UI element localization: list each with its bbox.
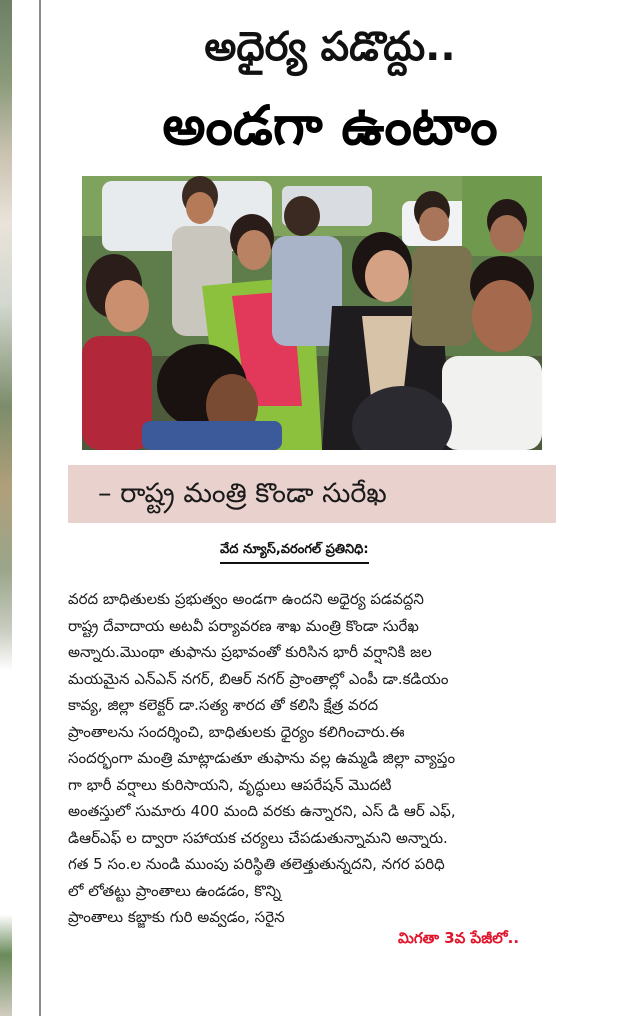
headline-line-2: అండగా ఉంటాం xyxy=(162,94,498,157)
news-photo xyxy=(82,176,542,450)
photo-caption: – రాష్ట్ర మంత్రి కొండా సురేఖ xyxy=(98,478,387,509)
body-line: ప్రాంతాలు కబ్జాకు గురి అవ్వడం, సరైన xyxy=(68,908,285,926)
caption-box xyxy=(68,465,556,523)
byline: వేద న్యూస్,వరంగల్ ప్రతినిధి: xyxy=(220,542,369,564)
body-line: వరద బాధితులకు ప్రభుత్వం అండగా ఉందని అధైర్య పడవద్దని xyxy=(68,590,424,608)
body-line: అంతస్తులో సుమారు 400 మంది వరకు ఉన్నారని, ఎస్ డి ఆర్ ఎఫ్, xyxy=(68,802,456,820)
body-line: ప్రాంతాలను సందర్శించి, బాధితులకు ధైర్యం కలిగించారు.ఈ xyxy=(68,722,405,741)
column-divider xyxy=(39,0,41,1016)
body-line: సందర్భంగా మంత్రి మాట్లాడుతూ తుఫాను వల్ల ఉమ్మడి జిల్లా వ్యాప్తం xyxy=(68,749,456,767)
article-body xyxy=(68,586,568,931)
body-line: కావ్య, జిల్లా కలెక్టర్ డా.సత్య శారద తో కలిసి క్షేత్ర వరద xyxy=(68,696,379,714)
body-line: అన్నారు.మొంథా తుఫాను ప్రభావంతో కురిసిన భారీ వర్షానికి జల xyxy=(68,643,432,661)
body-line: లో లోతట్టు ప్రాంతాలు ఉండడం, కొన్ని xyxy=(68,881,282,900)
headline-line-1: అధైర్య పడొద్దు.. xyxy=(204,24,456,70)
body-line: రాష్ట్ర దేవాదాయ అటవీ పర్యావరణ శాఖ మంత్రి కొండా సురేఖ xyxy=(68,616,419,635)
continued-on-page-note[interactable]: మిగతా 3వ పేజీలో.. xyxy=(398,929,520,947)
body-line: మయమైన ఎన్ఎన్ నగర్, బిఆర్ నగర్ ప్రాంతాల్లో ఎంపీ డా.కడియం xyxy=(68,669,449,688)
adjacent-article-image-strip xyxy=(0,0,12,1016)
body-line: గత 5 సం.ల నుండి ముంపు పరిస్థితి తలెత్తుతున్నదని, నగర పరిధి xyxy=(68,855,445,873)
body-line: డిఆర్ఎఫ్ ల ద్వారా సహాయక చర్యలు చేపడుతున్నామని అన్నారు. xyxy=(68,828,448,847)
body-line: గా భారీ వర్షాలు కురిసాయని, వృద్ధులు ఆపరేషన్ మొదటి xyxy=(68,775,392,794)
